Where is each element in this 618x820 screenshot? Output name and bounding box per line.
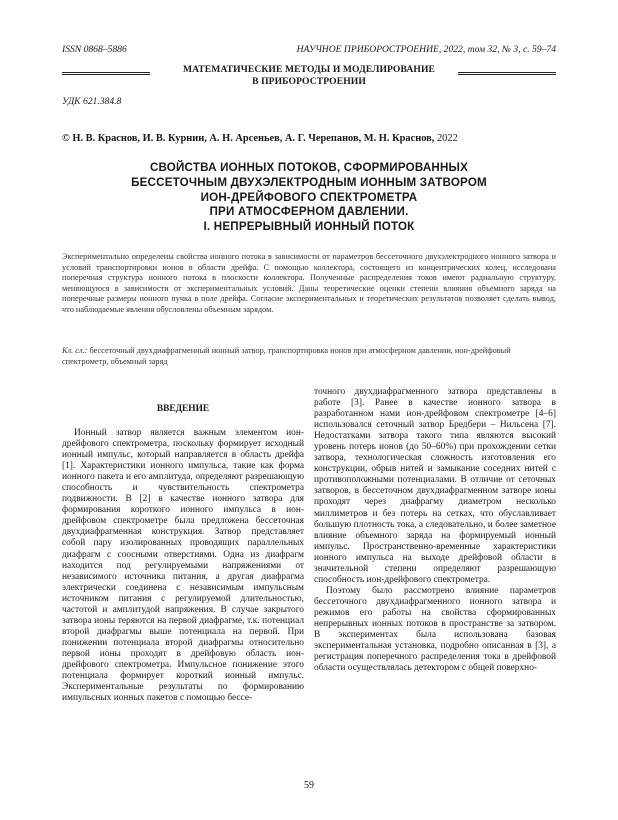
abstract: Экспериментально определены свойства ионного потока в зависимости от параметров бессеточного двухэлектродного ионного затвора и условий транспортировки ионов в области дрейфа. С помощью коллектора, состоящего из концентрических колец, исследована поперечная структура ионного потока в плоскости коллектора. Полученные распределения токов имеют радиальную структуру, меняющуюся в зависимости от экспериментальных условий. Даны теоретические оценки степени влияния объемного заряда на поперечные размеры ионного пучка в поле дрейфа. Согласие экспериментальных и теоретических результатов позволяет сделать вывод, что наблюдаемые явления обусловлены объемным зарядом. bbox=[62, 252, 556, 314]
authors-line bbox=[62, 133, 458, 144]
keywords bbox=[62, 346, 556, 367]
issn-label: ISSN 0868–5886 bbox=[62, 44, 127, 55]
keywords-text: бессеточный двухдиафрагменный ионный затвор, транспортировка ионов при атмосферном давлении, ион-дрейфовый спектрометр, объемный заряд bbox=[62, 346, 511, 366]
body-paragraph: точного двухдиафрагменного затвора представлены в работе [3]. Ранее в качестве ионного затвора в разработанном нами ион-дрейфовом спектрометре [4–6] использовался сеточный затвор Бредбери – Нильсена [7]. Недостатками затвора такого типа являются высокий уровень потерь ионов (до 50–60%) при прохождении сетки затвора, технологическая сложность изготовления его конструкции, обрыв нитей и замыкание соседних нитей с противоположными потенциалами. В отличие от сеточных затворов, в бессеточном двухдиафрагменном затворе ионы проходят через диафрагму диаметром несколько миллиметров и без потерь на сетках, что обуславливает большую плотность тока, а следовательно, и более заметное влияние объемного заряда на формируемый ионный импульс. Пространственно-временные характеристики ионного импульса на выходе дрейфовой области в значительной степени определяют разрешающую способность ион-дрейфового спектрометра. bbox=[314, 387, 556, 585]
journal-citation: НАУЧНОЕ ПРИБОРОСТРОЕНИЕ, 2022, том 32, № 3, с. 59–74 bbox=[296, 44, 556, 55]
title-line: ПРИ АТМОСФЕРНОМ ДАВЛЕНИИ. bbox=[209, 205, 409, 219]
udk-code: УДК 621.384.8 bbox=[62, 96, 122, 107]
article-title bbox=[62, 161, 556, 235]
page-number: 59 bbox=[304, 780, 314, 791]
copyright-year: 2022 bbox=[436, 133, 458, 144]
body-paragraph: Ионный затвор является важным элементом ион-дрейфового спектрометра, поскольку формирует исходный ионный импульс, который направляется в область дрейфа [1]. Характеристики ионного импульса, такие как форма ионного пакета и его амплитуда, определяют разрешающую способность и чувствительность спектрометра подвижности. В [2] в качестве ионного затвора для формирования короткого ионного импульса в ион-дрейфовом спектрометре была предложена бессеточная двухдиафрагменная конструкция. Затвор представляет собой пару изолированных проводящих параллельных диафрагм с соосными отверстиями. Одна из диафрагм находится под регулируемыми напряжениями от независимого источника питания, а другая диафрагма электрически соединена с независимым импульсным источником питания с регулируемой длительностью, частотой и амплитудой напряжения. В случае закрытого затвора ионы теряются на первой диафрагме, т.к. потенциал второй диафрагмы выше потенциала на первой. При понижении потенциала второй диафрагмы относительно первой ионы проходят в дрейфовую область ион-дрейфового спектрометра. Импульсное понижение этого потенциала формирует короткий ионный импульс. Экспериментальные результаты по формированию импульсных ионных пакетов с помощью бессе- bbox=[62, 428, 304, 704]
section-heading-line2: В ПРИБОРОСТРОЕНИИ bbox=[252, 75, 366, 87]
right-column bbox=[314, 387, 556, 674]
section-heading-line1: МАТЕМАТИЧЕСКИЕ МЕТОДЫ И МОДЕЛИРОВАНИЕ bbox=[182, 64, 436, 75]
title-line: I. НЕПРЕРЫВНЫЙ ИОННЫЙ ПОТОК bbox=[203, 220, 415, 234]
author-names: © Н. В. Краснов, И. В. Курнин, А. Н. Арсеньев, А. Г. Черепанов, М. Н. Краснов, bbox=[62, 133, 435, 144]
section-rule-right bbox=[458, 72, 556, 75]
section-heading bbox=[62, 64, 556, 87]
section-rule-left bbox=[62, 72, 150, 75]
title-line: ИОН-ДРЕЙФОВОГО СПЕКТРОМЕТРА bbox=[200, 190, 418, 204]
keywords-label: Кл. сл.: bbox=[62, 346, 88, 355]
title-line: БЕССЕТОЧНЫМ ДВУХЭЛЕКТРОДНЫМ ИОННЫМ ЗАТВОРОМ bbox=[131, 175, 487, 189]
left-column bbox=[62, 428, 304, 704]
intro-heading: ВВЕДЕНИЕ bbox=[156, 404, 210, 414]
title-line: СВОЙСТВА ИОННЫХ ПОТОКОВ, СФОРМИРОВАННЫХ bbox=[149, 161, 469, 174]
body-paragraph: Поэтому было рассмотрено влияние параметров бессеточного двухдиафрагменного ионного затвора и режимов его работы на свойства сформированных непрерывных ионных потоков в пространстве за затвором. В экспериментах была использована базовая экспериментальная установка, подробно описанная в [3], а регистрация поперечного распределения тока в дрейфовой области осуществлялась детектором с общей поверхно- bbox=[314, 585, 556, 674]
